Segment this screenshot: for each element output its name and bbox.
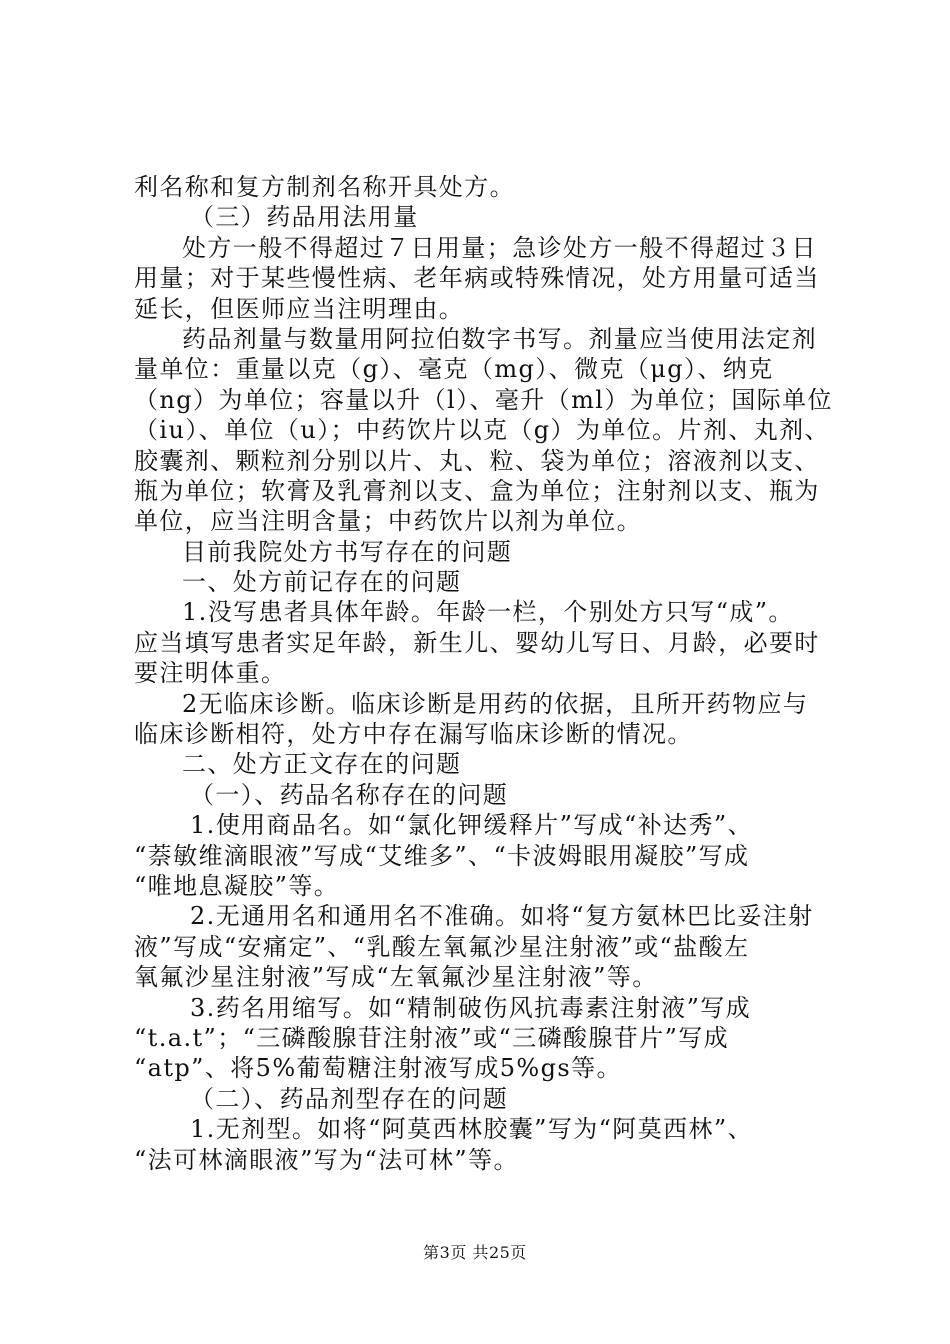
text-line: 单位，应当注明含量；中药饮片以剂为单位。 [134,507,642,536]
text-line: 延长，但医师应当注明理由。 [134,294,465,323]
page-footer: 第3页 共25页 [423,1243,527,1262]
text-line: （ng）为单位；容量以升（l）、毫升（ml）为单位；国际单位 [134,385,833,414]
text-line: “萘敏维滴眼液”写成“艾维多”、“卡波姆眼用凝胶”写成 [134,841,750,870]
text-line: “atp”、将5%葡萄糖注射液写成5%gs等。 [134,1054,622,1083]
text-line: 用量；对于某些慢性病、老年病或特殊情况，处方用量可适当 [134,264,820,293]
text-line: 临床诊断相符，处方中存在漏写临床诊断的情况。 [134,720,693,749]
text-line: 1.没写患者具体年龄。年龄一栏，个别处方只写“成”。 [182,598,794,627]
text-line: 3.药名用缩写。如“精制破伤风抗毒素注射液”写成 [190,993,752,1022]
document-body [134,172,833,1175]
text-line: 1.无剂型。如将“阿莫西林胶囊”写为“阿莫西林”、 [190,1115,753,1144]
text-line: 瓶为单位；软膏及乳膏剂以支、盒为单位；注射剂以支、瓶为 [134,476,820,505]
section-heading: （二）、药品剂型存在的问题 [190,1084,509,1113]
text-line: 2无临床诊断。临床诊断是用药的依据，且所开药物应与 [182,689,809,718]
text-line: 液”写成“安痛定”、“乳酸左氧氟沙星注射液”或“盐酸左 [134,932,750,961]
section-heading: 目前我院处方书写存在的问题 [182,537,513,566]
text-line: “法可林滴眼液”写为“法可林”等。 [134,1145,519,1174]
text-line: 氧氟沙星注射液”写成“左氧氟沙星注射液”等。 [134,963,658,992]
section-heading: （三）药品用法用量 [190,203,419,232]
section-heading: 一、处方前记存在的问题 [182,568,462,597]
text-line: 胶囊剂、颗粒剂分别以片、丸、粒、袋为单位；溶液剂以支、 [134,446,820,475]
text-line: 要注明体重。 [134,659,287,688]
text-line: “唯地息凝胶”等。 [134,871,340,900]
text-line: （iu）、单位（u）；中药饮片以克（g）为单位。片剂、丸剂、 [134,416,830,445]
text-line: 1.使用商品名。如“氯化钾缓释片”写成“补达秀”、 [190,811,753,840]
text-line: 应当填写患者实足年龄，新生儿、婴幼儿写日、月龄，必要时 [134,628,820,657]
text-line: “t.a.t”；“三磷酸腺苷注射液”或“三磷酸腺苷片”写成 [134,1023,730,1052]
text-line: 处方一般不得超过７日用量；急诊处方一般不得超过３日 [182,233,817,262]
text-line: 量单位：重量以克（g）、毫克（mg）、微克（μg）、纳克 [134,355,774,384]
text-line: 利名称和复方制剂名称开具处方。 [134,173,515,201]
section-heading: 二、处方正文存在的问题 [182,750,462,779]
text-line: 2.无通用名和通用名不准确。如将“复方氨林巴比妥注射 [190,902,814,931]
text-line: 药品剂量与数量用阿拉伯数字书写。剂量应当使用法定剂 [182,324,817,353]
section-heading: （一）、药品名称存在的问题 [190,780,509,809]
